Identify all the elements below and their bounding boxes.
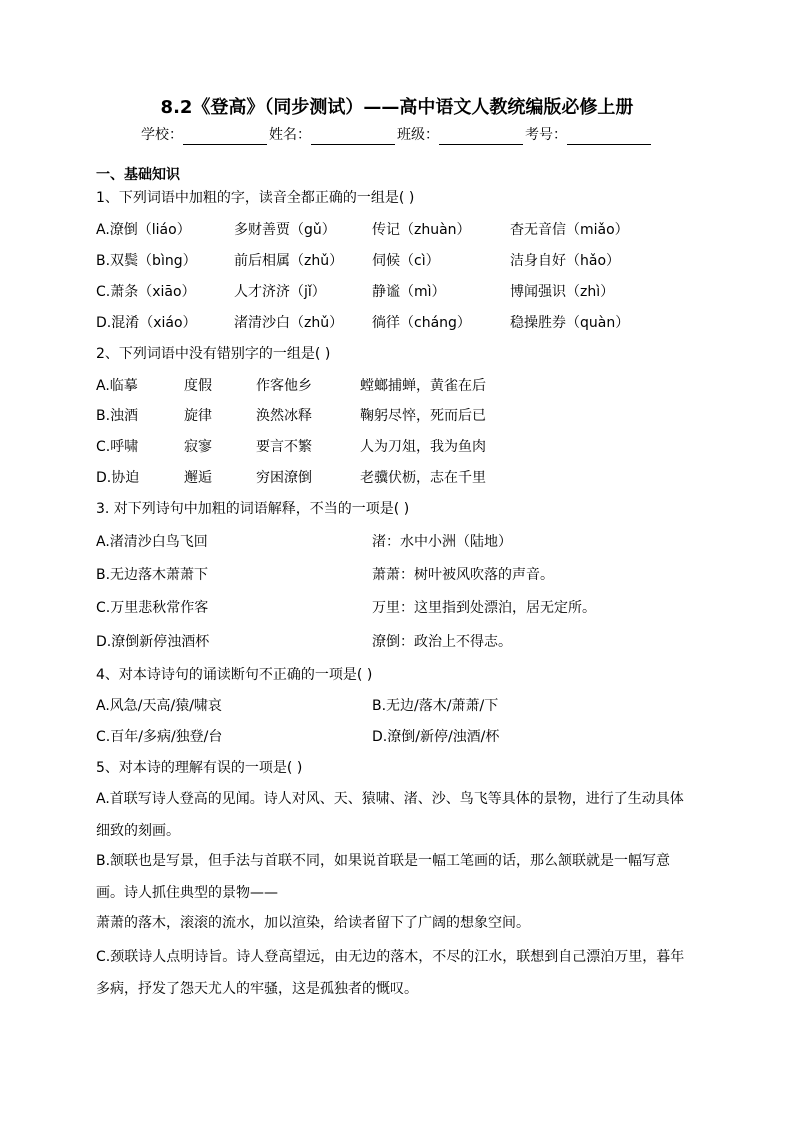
q2-b-3: 涣然冰释 (256, 408, 312, 424)
exam-blank[interactable] (567, 129, 651, 145)
school-blank[interactable] (183, 129, 267, 145)
q3-c-explain: 万里：这里指到处漂泊，居无定所。 (372, 600, 596, 616)
q2-c-1: C.呼啸 (96, 439, 139, 455)
q5-option-c: C.颈联诗人点明诗旨。诗人登高望远，由无边的落木，不尽的江水，联想到自己漂泊万里，暮年多病，抒发了怨天尤人的牢骚，这是孤独者的慨叹。 (96, 949, 685, 997)
q1-option-a (96, 220, 698, 240)
q1-a-2: 多财善贾（gǔ） (234, 222, 336, 238)
q3-option-d (96, 632, 698, 652)
q5-option-a: A.首联写诗人登高的见闻。诗人对风、天、猿啸、渚、沙、鸟飞等具体的景物，进行了生动具体细致的刻画。 (96, 791, 684, 839)
page-title: 8.2《登高》（同步测试）——高中语文人教统编版必修上册 (160, 97, 634, 118)
q3-option-c (96, 598, 698, 618)
q4-d: D.潦倒/新停/浊酒/杯 (372, 729, 500, 745)
class-label: 班级： (397, 127, 439, 143)
q3-d-line: D.潦倒新停浊酒杯 (96, 634, 210, 650)
q2-a-3: 作客他乡 (256, 378, 312, 394)
q1-d-3: 徜徉（cháng） (372, 315, 471, 331)
q2-d-1: D.协迫 (96, 470, 140, 486)
q2-option-b (96, 406, 698, 426)
section-heading: 一、基础知识 (96, 167, 180, 183)
q2-c-2: 寂寥 (184, 439, 212, 455)
q4-stem: 4、对本诗诗句的诵读断句不正确的一项是( ) (96, 667, 373, 683)
q2-a-4: 螳螂捕蝉，黄雀在后 (360, 378, 486, 394)
q1-b-3: 伺候（cì） (372, 253, 440, 269)
q3-c-line: C.万里悲秋常作客 (96, 600, 209, 616)
q3-d-explain: 潦倒：政治上不得志。 (372, 634, 512, 650)
q1-option-d (96, 313, 698, 333)
q2-b-2: 旋律 (184, 408, 212, 424)
class-blank[interactable] (439, 129, 523, 145)
q4-c: C.百年/多病/独登/台 (96, 729, 223, 745)
q5-option-b-cont: 萧萧的落木，滚滚的流水，加以渲染，给读者留下了广阔的想象空间。 (96, 915, 530, 931)
q2-option-c (96, 437, 698, 457)
q2-a-2: 度假 (184, 378, 212, 394)
q3-option-b (96, 565, 698, 585)
q1-option-c (96, 282, 698, 302)
name-blank[interactable] (311, 129, 395, 145)
q1-a-1: A.潦倒（liáo） (96, 222, 191, 238)
q1-b-4: 洁身自好（hǎo） (510, 253, 621, 269)
q1-a-3: 传记（zhuàn） (372, 222, 471, 238)
q2-d-3: 穷困潦倒 (256, 470, 312, 486)
q3-b-explain: 萧萧：树叶被风吹落的声音。 (372, 567, 554, 583)
q1-c-2: 人才济济（jǐ） (234, 284, 326, 300)
q3-b-line: B.无边落木萧萧下 (96, 567, 209, 583)
name-label: 姓名： (269, 127, 311, 143)
q1-d-1: D.混淆（xiáo） (96, 315, 197, 331)
q4-options-cd (96, 727, 698, 747)
q2-stem: 2、下列词语中没有错别字的一组是( ) (96, 346, 331, 362)
exam-label: 考号： (525, 127, 567, 143)
q4-a: A.风急/天高/猿/啸哀 (96, 698, 222, 714)
q3-a-explain: 渚：水中小洲（陆地） (372, 534, 512, 550)
q4-options-ab (96, 696, 698, 716)
q1-d-4: 稳操胜券（quàn） (510, 315, 630, 331)
school-label: 学校： (141, 127, 183, 143)
q4-b: B.无边/落木/萧萧/下 (372, 698, 499, 714)
q2-b-4: 鞠躬尽悴，死而后已 (360, 408, 486, 424)
student-info-line (0, 125, 794, 145)
q5-stem: 5、对本诗的理解有误的一项是( ) (96, 760, 303, 776)
q2-d-4: 老骥伏枥，志在千里 (360, 470, 486, 486)
q1-option-b (96, 251, 698, 271)
q2-a-1: A.临摹 (96, 378, 138, 394)
q2-c-4: 人为刀俎，我为鱼肉 (360, 439, 486, 455)
q1-c-3: 静谧（mì） (372, 284, 446, 300)
q2-d-2: 邂逅 (184, 470, 212, 486)
q2-option-d (96, 468, 698, 488)
q2-option-a (96, 376, 698, 396)
q1-d-2: 渚清沙白（zhǔ） (234, 315, 344, 331)
q3-a-line: A.渚清沙白鸟飞回 (96, 534, 208, 550)
q1-b-2: 前后相属（zhǔ） (234, 253, 344, 269)
q2-b-1: B.浊酒 (96, 408, 139, 424)
q1-b-1: B.双鬓（bìng） (96, 253, 197, 269)
q5-option-b: B.颔联也是写景，但手法与首联不同，如果说首联是一幅工笔画的话，那么颔联就是一幅写意画。诗人抓住典型的景物—— (96, 853, 671, 901)
q3-option-a (96, 532, 698, 552)
q1-stem: 1、下列词语中加粗的字，读音全都正确的一组是( ) (96, 190, 415, 206)
q1-a-4: 杳无音信（miǎo） (510, 222, 629, 238)
q3-stem: 3. 对下列诗句中加粗的词语解释，不当的一项是( ) (96, 501, 410, 517)
q1-c-4: 博闻强识（zhì） (510, 284, 615, 300)
q1-c-1: C.萧条（xiāo） (96, 284, 196, 300)
q2-c-3: 要言不繁 (256, 439, 312, 455)
